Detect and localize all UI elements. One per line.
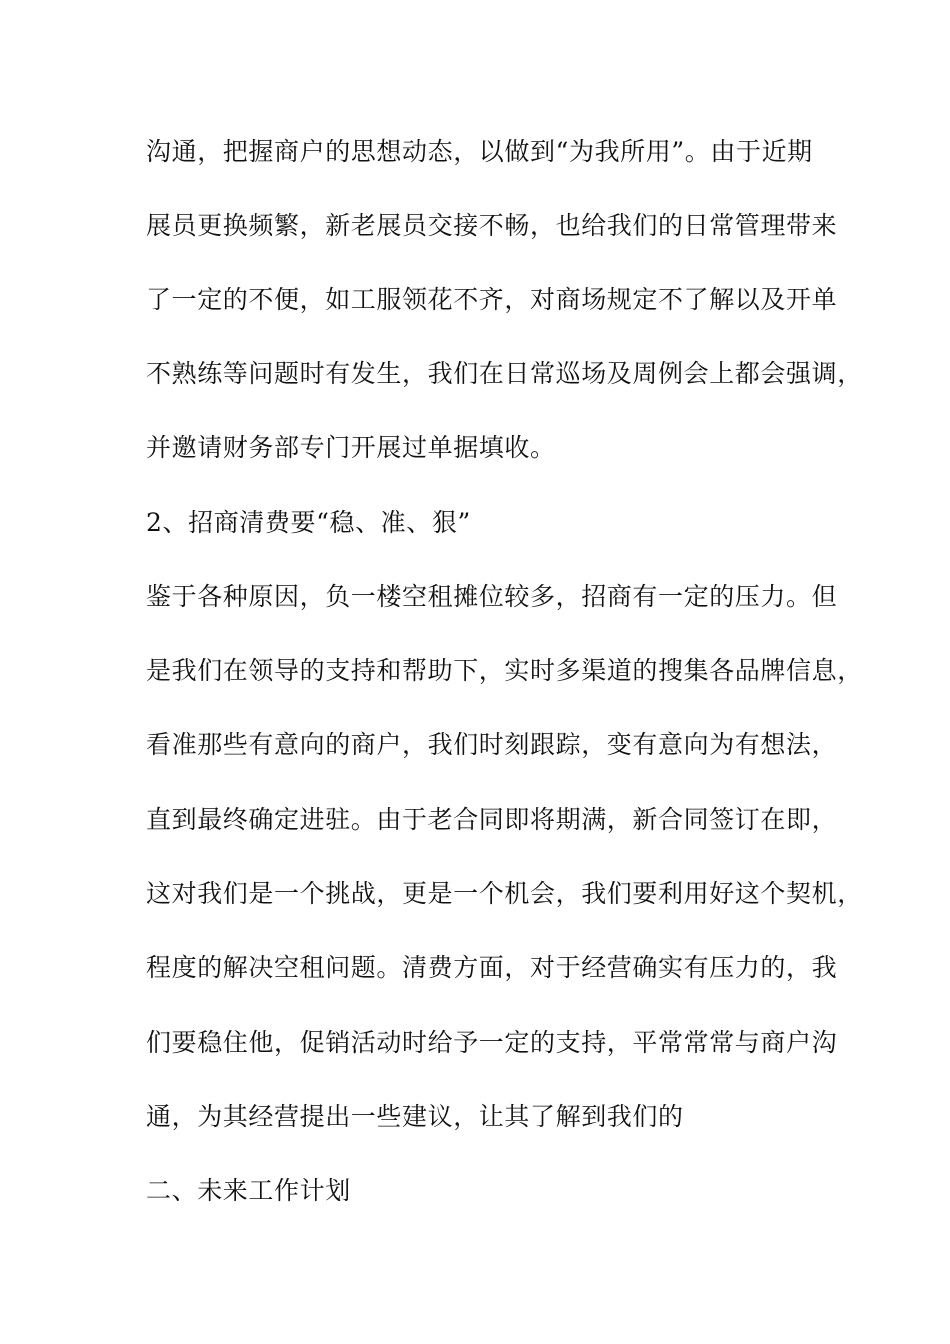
text-line-12: 程度的解决空租问题。清费方面，对于经营确实有压力的，我 — [146, 953, 838, 982]
section-heading-future-plan: 二、未来工作计划 — [146, 1176, 351, 1205]
text-line-4: 不熟练等问题时有发生，我们在日常巡场及周例会上都会强调， — [146, 359, 863, 388]
text-line-2: 展员更换频繁，新老展员交接不畅，也给我们的日常管理带来 — [146, 211, 838, 240]
section-heading-2: 2、招商清费要“稳、准、狠” — [146, 508, 471, 537]
text-line-8: 是我们在领导的支持和帮助下，实时多渠道的搜集各品牌信息， — [146, 656, 863, 685]
text-line-5: 并邀请财务部专门开展过单据填收。 — [146, 433, 556, 462]
text-line-3: 了一定的不便，如工服领花不齐，对商场规定不了解以及开单 — [146, 285, 838, 314]
text-line-10: 直到最终确定进驻。由于老合同即将期满，新合同签订在即， — [146, 805, 838, 834]
text-line-11: 这对我们是一个挑战，更是一个机会，我们要利用好这个契机， — [146, 879, 863, 908]
text-line-7: 鉴于各种原因，负一楼空租摊位较多，招商有一定的压力。但 — [146, 582, 838, 611]
text-line-1: 沟通，把握商户的思想动态，以做到“为我所用”。由于近期 — [146, 137, 813, 166]
text-line-13: 们要稳住他，促销活动时给予一定的支持，平常常常与商户沟 — [146, 1028, 838, 1057]
text-line-9: 看准那些有意向的商户，我们时刻跟踪，变有意向为有想法， — [146, 730, 838, 759]
text-line-14: 通，为其经营提出一些建议，让其了解到我们的 — [146, 1102, 684, 1131]
